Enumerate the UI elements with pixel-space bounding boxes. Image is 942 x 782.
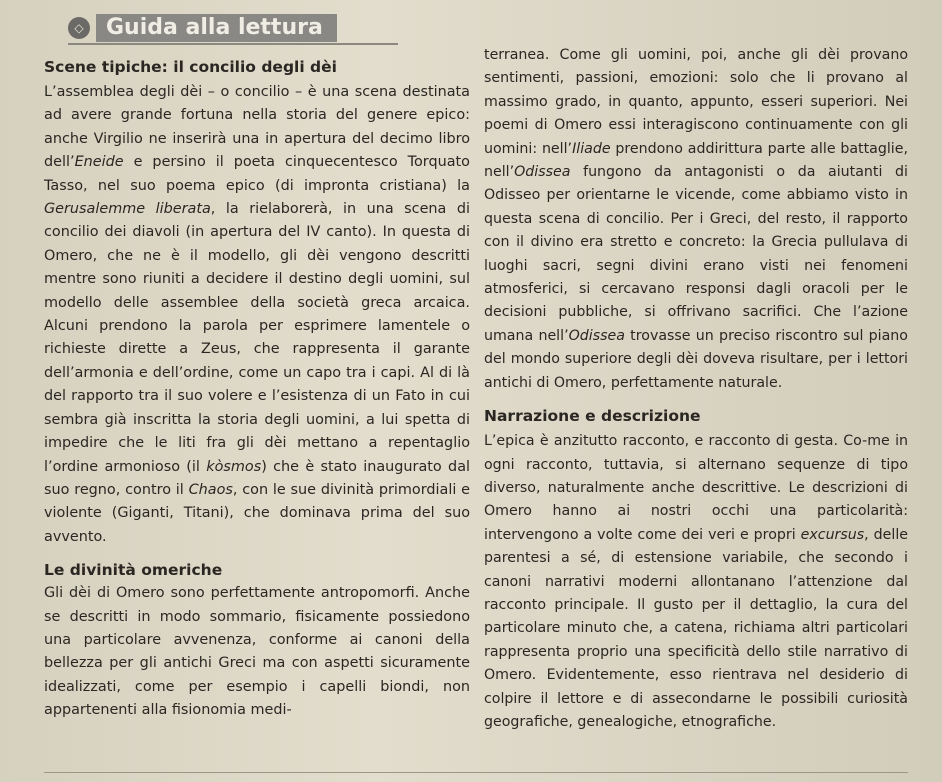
heading-narrazione: Narrazione e descrizione [484, 407, 701, 426]
right-column [484, 44, 908, 734]
text-span: trovasse un preciso riscontro sul piano del mondo superiore degli dèi doveva risultare, per i lettori antichi di Omero, perfettamente naturale. [484, 327, 908, 391]
title-odissea: Odissea [568, 327, 625, 344]
text-span: terranea. Come gli uomini, poi, anche gli dèi provano sentimenti, passioni, emozioni: solo che li provano al massimo grado, in quanto, appunto, esseri superiori. Nei poemi di Omero essi interagiscono continuamente con gli uomini: nell’ [484, 47, 908, 157]
text-span: , la rielaborerà, in una scena di concilio dei diavoli (in apertura del IV canto). In questa di Omero, che ne è il modello, gli dèi vengono descritti mentre sono riuniti a decidere il destino degli uomini, sul modello delle assemblee della società greca arcaica. Alcuni prendono la parola per esprimere lamentele o richieste dirette a Zeus, che rappresenta il garante dell’armonia e dell’ordine, come un capo tra i capi. Al di là del rapporto tra il suo volere e l’esistenza di un Fato in cui sembra già inscritta la storia degli uomini, a lui spetta di impedire che le liti fra gli dèi mettano a repentaglio l’ordine armonioso (il [44, 201, 471, 475]
text-span: ) che è stato inaugurato dal suo regno, contro il [44, 458, 471, 498]
paragraph-concilio [44, 81, 470, 549]
left-column [44, 56, 470, 723]
heading-concilio: Scene tipiche: il concilio degli dèi [44, 58, 337, 76]
title-gerusalemme: Gerusalemme liberata [44, 201, 211, 218]
title-odissea: Odissea [514, 164, 571, 181]
text-span: L’epica è anzitutto racconto, e racconto di gesta. Co-me in ogni racconto, tuttavia, si alternano sequenze di tipo diverso, naturalmente anche descrittive. Le descrizioni di Omero hanno ai nostri occhi una particolarità: intervengono a volte come dei veri e propri [484, 433, 908, 543]
term-kosmos: kòsmos [206, 458, 262, 475]
text-span: , delle parentesi a sé, di estensione variabile, che secondo i canoni narrativi moderni allontanano l’attenzione dal racconto principale. Il gusto per il dettaglio, la cura del particolare minuto che, a catena, richiama altri particolari rappresenta proprio una specificità dello stile narrativo di Omero. Evidentemente, esso rientrava nel desiderio di colpire il lettore e di assecondarne le possibili curiosità geografiche, genealogiche, etnografiche. [484, 526, 908, 730]
diamond-icon: ◇ [68, 17, 90, 39]
section-title: Guida alla lettura [96, 14, 337, 42]
title-eneide: Eneide [74, 154, 124, 171]
text-span: e persino il poeta cinquecentesco Torquato Tasso, nel suo poema epico (di impronta cristiana) la [44, 154, 470, 194]
text-span: , con le sue divinità primordiali e violente (Giganti, Titani), che dominava prima del suo avvento. [44, 481, 470, 545]
section-header [68, 14, 337, 42]
heading-divinita: Le divinità omeriche [44, 561, 223, 580]
text-span: L’assemblea degli dèi – o concilio – è una scena destinata ad avere grande fortuna nella storia del genere epico: anche Virgilio ne inserirà una in apertura del decimo libro dell’ [44, 84, 470, 171]
term-chaos: Chaos [188, 481, 233, 498]
title-iliade: Iliade [572, 140, 611, 157]
text-span: fungono da antagonisti o da aiutanti di Odisseo per orientarne le vicende, come abbiamo visto in questa scena di concilio. Per i Greci, del resto, il rapporto con il divino era stretto e concreto: la Grecia pullulava di luoghi sacri, segni divini erano visti nei fenomeni atmosferici, si cercavano responsi dagli oracoli per le decisioni pubbliche, si offrivano sacrifici. Che l’azione umana nell’ [484, 164, 908, 344]
header-rule [68, 43, 398, 45]
paragraph-narrazione [484, 430, 908, 734]
term-excursus: excursus [800, 526, 865, 543]
text-span: prendono addirittura parte alle battaglie, nell’ [484, 140, 908, 181]
paragraph-divinita-continued [484, 44, 908, 395]
bottom-rule [44, 772, 908, 773]
paragraph-divinita: Gli dèi di Omero sono perfettamente antropomorfi. Anche se descritti in modo sommario, fisicamente possiedono una particolare avvenenza, conforme ai canoni della bellezza per gli antichi Greci ma con aspetti sicuramente idealizzati, come per esempio i capelli biondi, non appartenenti alla fisionomia medi- [44, 585, 470, 719]
